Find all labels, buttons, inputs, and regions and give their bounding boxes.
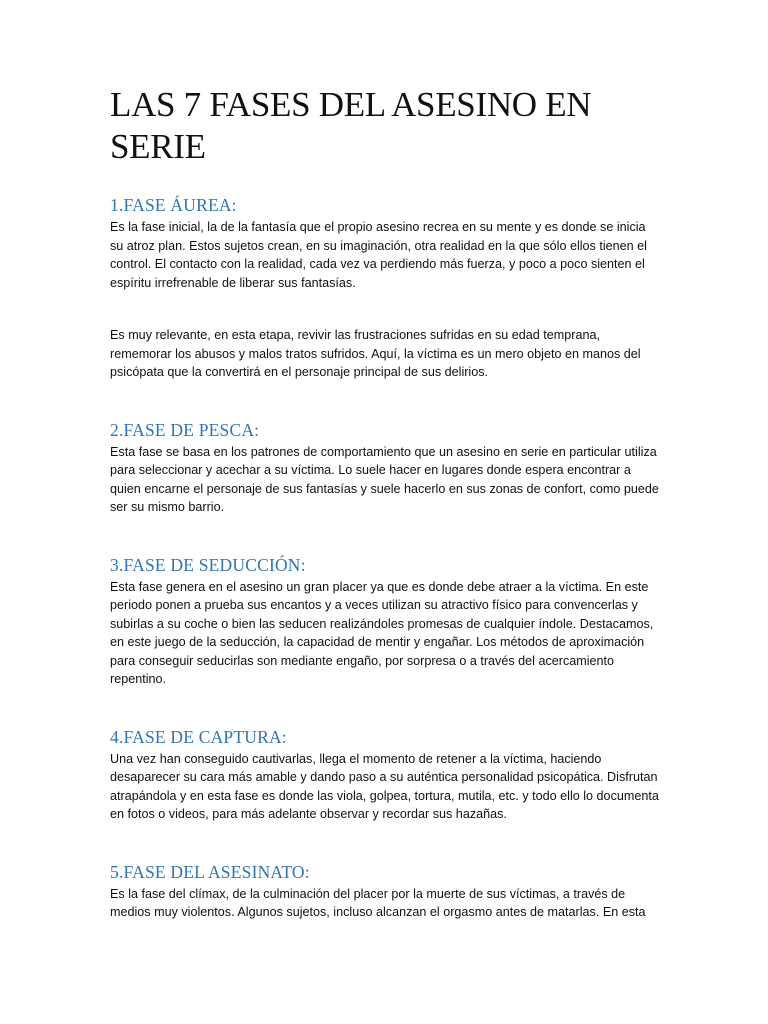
section-fase-pesca xyxy=(110,419,662,517)
document-title: LAS 7 FASES DEL ASESINO EN SERIE xyxy=(110,85,592,166)
section-fase-aurea xyxy=(110,194,662,382)
section-spacer xyxy=(110,689,662,726)
paragraph: Es la fase inicial, la de la fantasía que el propio asesino recrea en su mente y es donde se inicia su atroz plan. Estos sujetos crean, en su imaginación, otra realidad en la que sólo ellos tienen el control. El contacto con la realidad, cada vez va perdiendo más fuerza, y poco a poco sienten el espíritu irrefrenable de liberar sus fantasías. xyxy=(110,220,647,290)
section-spacer xyxy=(110,824,662,861)
section-spacer xyxy=(110,382,662,419)
section-heading: 4.FASE DE CAPTURA: xyxy=(110,726,287,747)
paragraph: Una vez han conseguido cautivarlas, llega el momento de retener a la víctima, haciendo desaparecer su cara más amable y dando paso a su auténtica personalidad psicopática. Disfrutan atrapándola y en esta fase es donde las viola, golpea, tortura, mutila, etc. y todo ello lo documenta en fotos o videos, para más adelante observar y recordar sus hazañas. xyxy=(110,751,659,821)
document-page xyxy=(110,84,662,922)
paragraph: Es muy relevante, en esta etapa, revivir las frustraciones sufridas en su edad temprana, rememorar los abusos y malos tratos sufridos. Aquí, la víctima es un mero objeto en manos del psicópata que la convertirá en el personaje principal de sus delirios. xyxy=(110,328,641,379)
section-heading: 2.FASE DE PESCA: xyxy=(110,419,260,440)
paragraph-spacer xyxy=(110,292,662,326)
paragraph: Esta fase genera en el asesino un gran placer ya que es donde debe atraer a la víctima. En este periodo ponen a prueba sus encantos y a veces utilizan su atractivo físico para convencerlas y subirlas a su coche o bien las seducen realizándoles promesas de cualquier índole. Destacamos, en este juego de la seducción, la capacidad de mentir y engañar. Los métodos de aproximación para conseguir seducirlas son mediante engaño, por sorpresa o a través del acercamiento repentino. xyxy=(110,579,654,686)
paragraph: Esta fase se basa en los patrones de comportamiento que un asesino en serie en particular utiliza para seleccionar y acechar a su víctima. Lo suele hacer en lugares donde espera encontrar a quien encarne el personaje de sus fantasías y suele hacerlo en sus zonas de confort, como puede ser su mismo barrio. xyxy=(110,444,659,514)
section-fase-asesinato xyxy=(110,861,662,922)
paragraph: Es la fase del clímax, de la culminación del placer por la muerte de sus víctimas, a través de medios muy violentos. Algunos sujetos, incluso alcanzan el orgasmo antes de matarlas. En esta xyxy=(110,886,646,919)
section-spacer xyxy=(110,517,662,554)
section-heading: 1.FASE ÁUREA: xyxy=(110,195,237,215)
section-heading: 3.FASE DE SEDUCCIÓN: xyxy=(110,554,306,575)
section-fase-captura xyxy=(110,726,662,824)
section-fase-seduccion xyxy=(110,554,662,689)
section-heading: 5.FASE DEL ASESINATO: xyxy=(110,861,310,882)
